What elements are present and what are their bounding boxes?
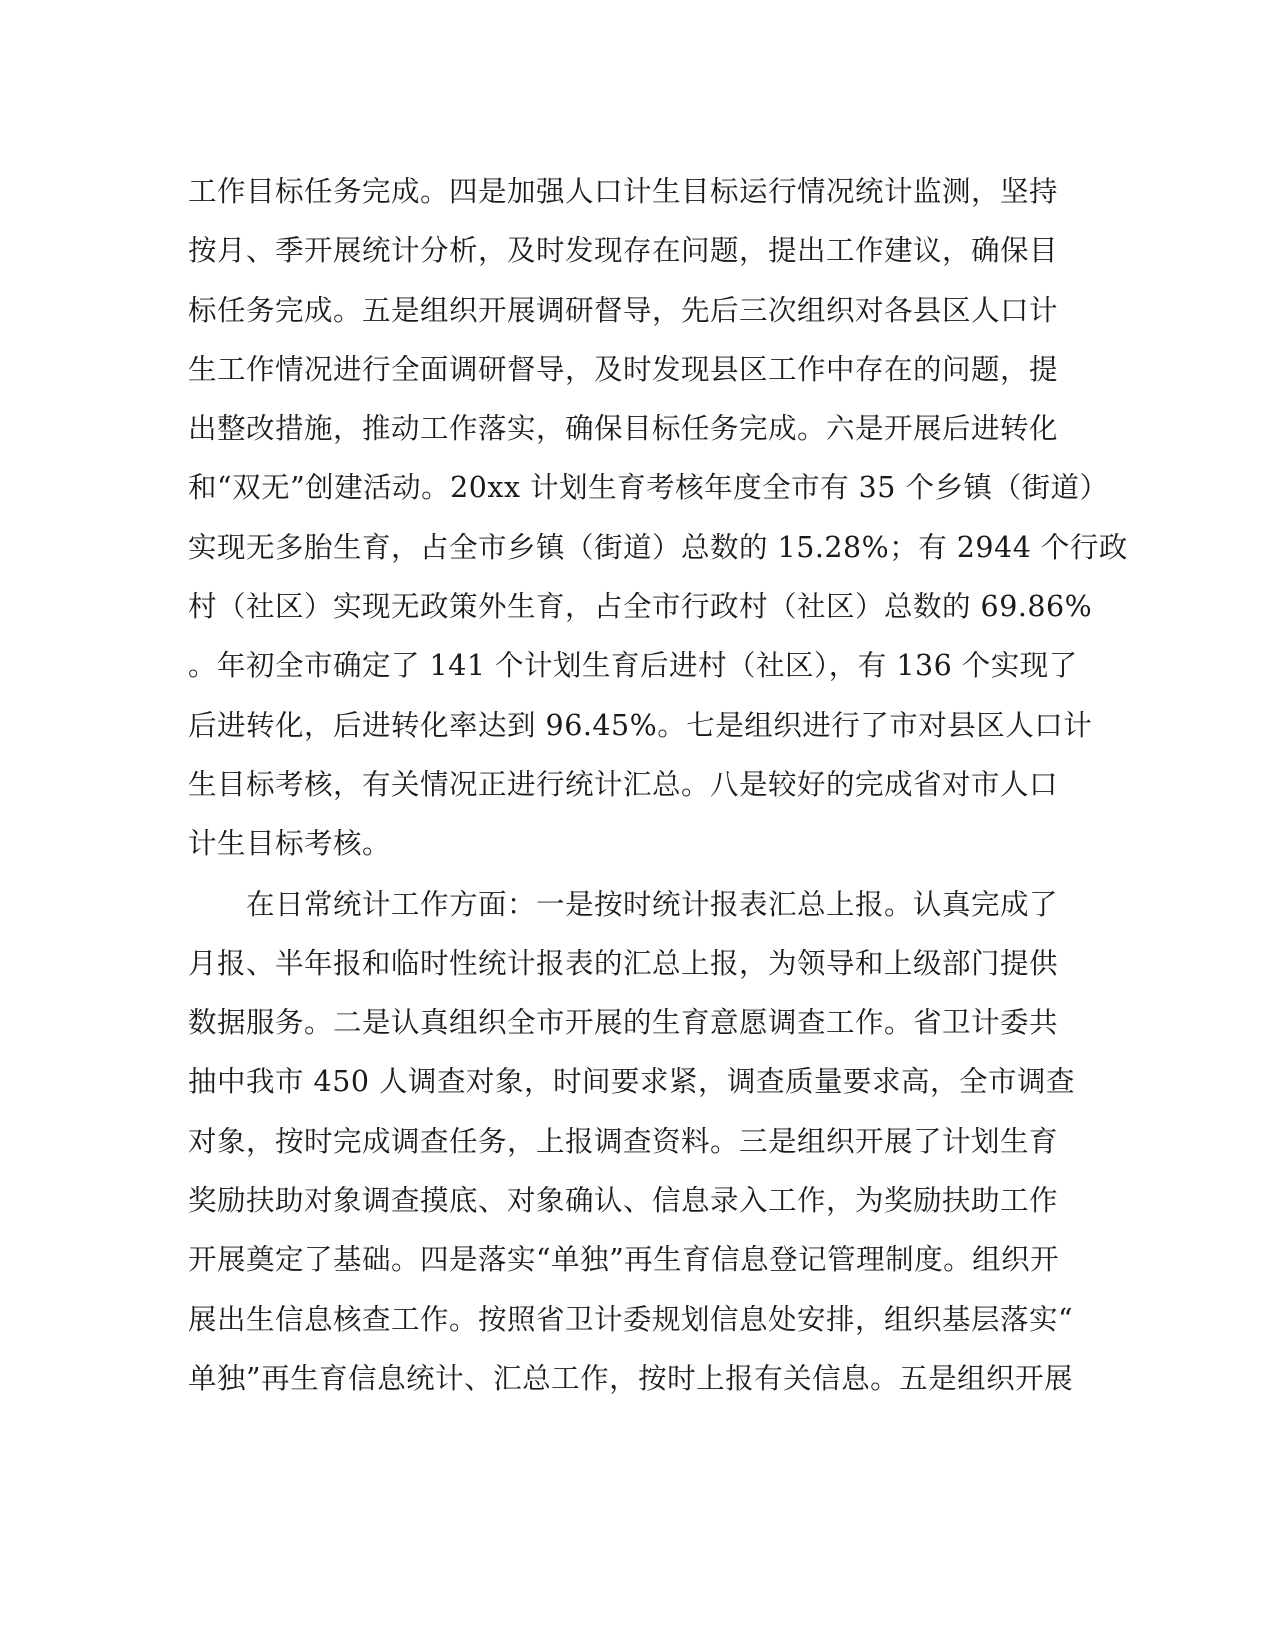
text-line: 开展奠定了基础。四是落实“单独”再生育信息登记管理制度。组织开 <box>188 1243 1060 1277</box>
text-line: 。年初全市确定了 141 个计划生育后进村（社区），有 136 个实现了 <box>188 649 1078 683</box>
text-line: 工作目标任务完成。四是加强人口计生目标运行情况统计监测，坚持 <box>188 175 1059 208</box>
text-line: 对象，按时完成调查任务，上报调查资料。三是组织开展了计划生育 <box>188 1124 1059 1158</box>
text-line: 计生目标考核。 <box>188 827 392 861</box>
text-line: 生目标考核，有关情况正进行统计汇总。八是较好的完成省对市人口 <box>188 767 1059 801</box>
text-line: 出整改措施，推动工作落实，确保目标任务完成。六是开展后进转化 <box>188 412 1059 446</box>
text-line: 后进转化，后进转化率达到 96.45%。七是组织进行了市对县区人口计 <box>188 708 1093 742</box>
body-text <box>188 162 1128 1408</box>
text-line: 数据服务。二是认真组织全市开展的生育意愿调查工作。省卫计委共 <box>188 1006 1059 1040</box>
paragraph-first-line: 在日常统计工作方面：一是按时统计报表汇总上报。认真完成了 <box>188 887 1059 921</box>
text-line: 村（社区）实现无政策外生育，占全市行政村（社区）总数的 69.86% <box>188 590 1093 624</box>
text-line: 按月、季开展统计分析，及时发现存在问题，提出工作建议，确保目 <box>188 234 1059 268</box>
text-line: 标任务完成。五是组织开展调研督导，先后三次组织对各县区人口计 <box>188 293 1059 327</box>
text-line: 抽中我市 450 人调查对象，时间要求紧，调查质量要求高，全市调查 <box>188 1065 1076 1099</box>
text-line: 单独”再生育信息统计、汇总工作，按时上报有关信息。五是组织开展 <box>188 1361 1074 1395</box>
text-line: 生工作情况进行全面调研督导，及时发现县区工作中存在的问题，提 <box>188 352 1059 386</box>
text-line: 实现无多胎生育，占全市乡镇（街道）总数的 15.28%；有 2944 个行政 <box>188 530 1128 564</box>
text-line: 展出生信息核查工作。按照省卫计委规划信息处安排，组织基层落实“ <box>188 1302 1074 1336</box>
text-line: 月报、半年报和临时性统计报表的汇总上报，为领导和上级部门提供 <box>188 946 1059 980</box>
text-line: 和“双无”创建活动。20xx 计划生育考核年度全市有 35 个乡镇（街道） <box>188 471 1109 505</box>
text-line: 奖励扶助对象调查摸底、对象确认、信息录入工作，为奖励扶助工作 <box>188 1184 1059 1218</box>
